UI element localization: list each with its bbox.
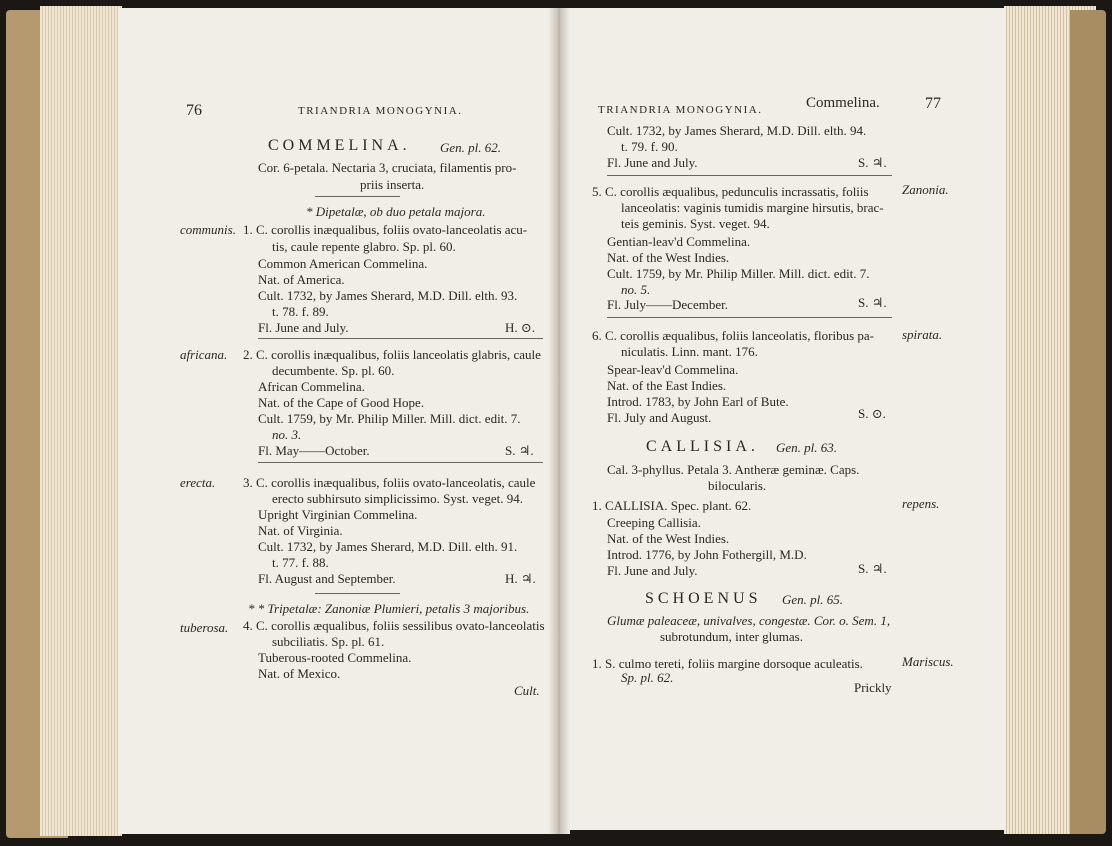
genus-character: Glumæ paleaceæ, univalves, congestæ. Cor. o. Sem. 1, xyxy=(607,613,891,628)
habit-symbol: S. ♃. xyxy=(505,443,534,458)
cultivation: no. 5. xyxy=(621,282,651,297)
genus-character: Cor. 6-petala. Nectaria 3, cruciata, filamentis pro- xyxy=(258,160,517,175)
page-number: 76 xyxy=(186,102,202,119)
cultivation: t. 77. f. 88. xyxy=(272,555,329,570)
species-description: 3. C. corollis inæqualibus, foliis ovato-lanceolatis, caule xyxy=(243,475,536,490)
section-rule xyxy=(315,196,400,197)
common-name: African Commelina. xyxy=(258,379,365,394)
running-genus: Commelina. xyxy=(806,95,880,111)
species-description: niculatis. Linn. mant. 176. xyxy=(621,344,758,359)
flowering: Fl. June and July. xyxy=(607,155,698,170)
flowering: Fl. June and July. xyxy=(258,320,349,335)
catchword: Cult. xyxy=(514,683,540,698)
species-margin-name: Zanonia. xyxy=(902,182,949,197)
catchword: Prickly xyxy=(854,680,892,695)
section-rule xyxy=(315,593,400,594)
genus-reference: Gen. pl. 63. xyxy=(776,440,838,455)
genus-character: Cal. 3-phyllus. Petala 3. Antheræ geminæ. Caps. xyxy=(607,462,860,477)
species-description: tis, caule repente glabro. Sp. pl. 60. xyxy=(272,239,456,254)
genus-heading: COMMELINA. xyxy=(268,137,411,154)
species-margin-name: africana. xyxy=(180,347,228,362)
cultivation: Cult. 1732, by James Sherard, M.D. Dill. elth. 94. xyxy=(607,123,867,138)
habit-symbol: H. ♃. xyxy=(505,571,536,586)
species-description: decumbente. Sp. pl. 60. xyxy=(272,363,395,378)
species-description: lanceolatis: vaginis tumidis margine hirsutis, brac- xyxy=(621,200,884,215)
genus-heading: CALLISIA. xyxy=(646,438,759,455)
running-head: TRIANDRIA MONOGYNIA. xyxy=(598,104,763,116)
cultivation: Cult. 1732, by James Sherard, M.D. Dill. elth. 91. xyxy=(258,539,518,554)
habit-symbol: S. ♃. xyxy=(858,155,887,170)
left-page-edges xyxy=(40,6,122,836)
native-range: Nat. of America. xyxy=(258,272,345,287)
species-description: 4. C. corollis æqualibus, foliis sessilibus ovato-lanceolatis xyxy=(243,618,545,633)
native-range: Nat. of Mexico. xyxy=(258,666,341,681)
cultivation: Cult. 1732, by James Sherard, M.D. Dill. elth. 93. xyxy=(258,288,518,303)
native-range: Nat. of the Cape of Good Hope. xyxy=(258,395,425,410)
habit-symbol: S. ♃. xyxy=(858,295,887,310)
section-heading: * * Tripetalæ: Zanoniæ Plumieri, petalis 3 majoribus. xyxy=(248,601,530,616)
common-name: Common American Commelina. xyxy=(258,256,428,271)
species-description: 6. C. corollis æqualibus, foliis lanceolatis, floribus pa- xyxy=(592,328,874,343)
cultivation: t. 78. f. 89. xyxy=(272,304,329,319)
cultivation: Cult. 1759, by Mr. Philip Miller. Mill. dict. edit. 7. xyxy=(607,266,870,281)
species-rule xyxy=(607,317,892,318)
species-margin-name: repens. xyxy=(902,496,940,511)
flowering: Fl. July——December. xyxy=(607,297,728,312)
cultivation: t. 79. f. 90. xyxy=(621,139,678,154)
species-description: teis geminis. Syst. veget. 94. xyxy=(621,216,770,231)
genus-character: bilocularis. xyxy=(708,478,767,493)
common-name: Spear-leav'd Commelina. xyxy=(607,362,739,377)
species-description: Sp. pl. 62. xyxy=(621,670,674,685)
right-cover xyxy=(1070,10,1106,834)
species-rule xyxy=(258,338,543,339)
species-margin-name: erecta. xyxy=(180,475,216,490)
common-name: Tuberous-rooted Commelina. xyxy=(258,650,412,665)
genus-heading: SCHOENUS xyxy=(645,590,762,607)
running-head: TRIANDRIA MONOGYNIA. xyxy=(298,105,463,117)
common-name: Upright Virginian Commelina. xyxy=(258,507,418,522)
native-range: Nat. of the West Indies. xyxy=(607,531,730,546)
species-rule xyxy=(607,175,892,176)
species-margin-name: Mariscus. xyxy=(902,654,954,669)
habit-symbol: S. ⊙. xyxy=(858,406,886,421)
genus-reference: Gen. pl. 62. xyxy=(440,140,502,155)
habit-symbol: S. ♃. xyxy=(858,561,887,576)
species-description: 1. CALLISIA. Spec. plant. 62. xyxy=(592,498,752,513)
gutter xyxy=(548,8,570,834)
native-range: Nat. of the East Indies. xyxy=(607,378,727,393)
species-description: 1. S. culmo tereti, foliis margine dorsoque aculeatis. xyxy=(592,656,863,671)
species-margin-name: tuberosa. xyxy=(180,620,229,635)
species-margin-name: spirata. xyxy=(902,327,943,342)
page-number: 77 xyxy=(925,95,941,112)
native-range: Nat. of Virginia. xyxy=(258,523,343,538)
flowering: Fl. June and July. xyxy=(607,563,698,578)
flowering: Fl. May——October. xyxy=(258,443,370,458)
cultivation: no. 3. xyxy=(272,427,302,442)
genus-reference: Gen. pl. 65. xyxy=(782,592,844,607)
introduction: Introd. 1783, by John Earl of Bute. xyxy=(607,394,789,409)
habit-symbol: H. ⊙. xyxy=(505,320,536,335)
flowering: Fl. July and August. xyxy=(607,410,712,425)
species-margin-name: communis. xyxy=(180,222,236,237)
section-heading: * Dipetalæ, ob duo petala majora. xyxy=(306,204,486,219)
common-name: Creeping Callisia. xyxy=(607,515,701,530)
species-description: subciliatis. Sp. pl. 61. xyxy=(272,634,385,649)
native-range: Nat. of the West Indies. xyxy=(607,250,730,265)
genus-character: priis inserta. xyxy=(360,177,425,192)
genus-character: subrotundum, inter glumas. xyxy=(660,629,803,644)
common-name: Gentian-leav'd Commelina. xyxy=(607,234,751,249)
cultivation: Cult. 1759, by Mr. Philip Miller. Mill. dict. edit. 7. xyxy=(258,411,521,426)
flowering: Fl. August and September. xyxy=(258,571,396,586)
species-description: erecto subhirsuto simplicissimo. Syst. veget. 94. xyxy=(272,491,523,506)
introduction: Introd. 1776, by John Fothergill, M.D. xyxy=(607,547,807,562)
species-description: 2. C. corollis inæqualibus, foliis lanceolatis glabris, caule xyxy=(243,347,541,362)
species-description: 1. C. corollis inæqualibus, foliis ovato-lanceolatis acu- xyxy=(243,222,528,237)
species-rule xyxy=(258,462,543,463)
species-description: 5. C. corollis æqualibus, pedunculis incrassatis, foliis xyxy=(592,184,869,199)
